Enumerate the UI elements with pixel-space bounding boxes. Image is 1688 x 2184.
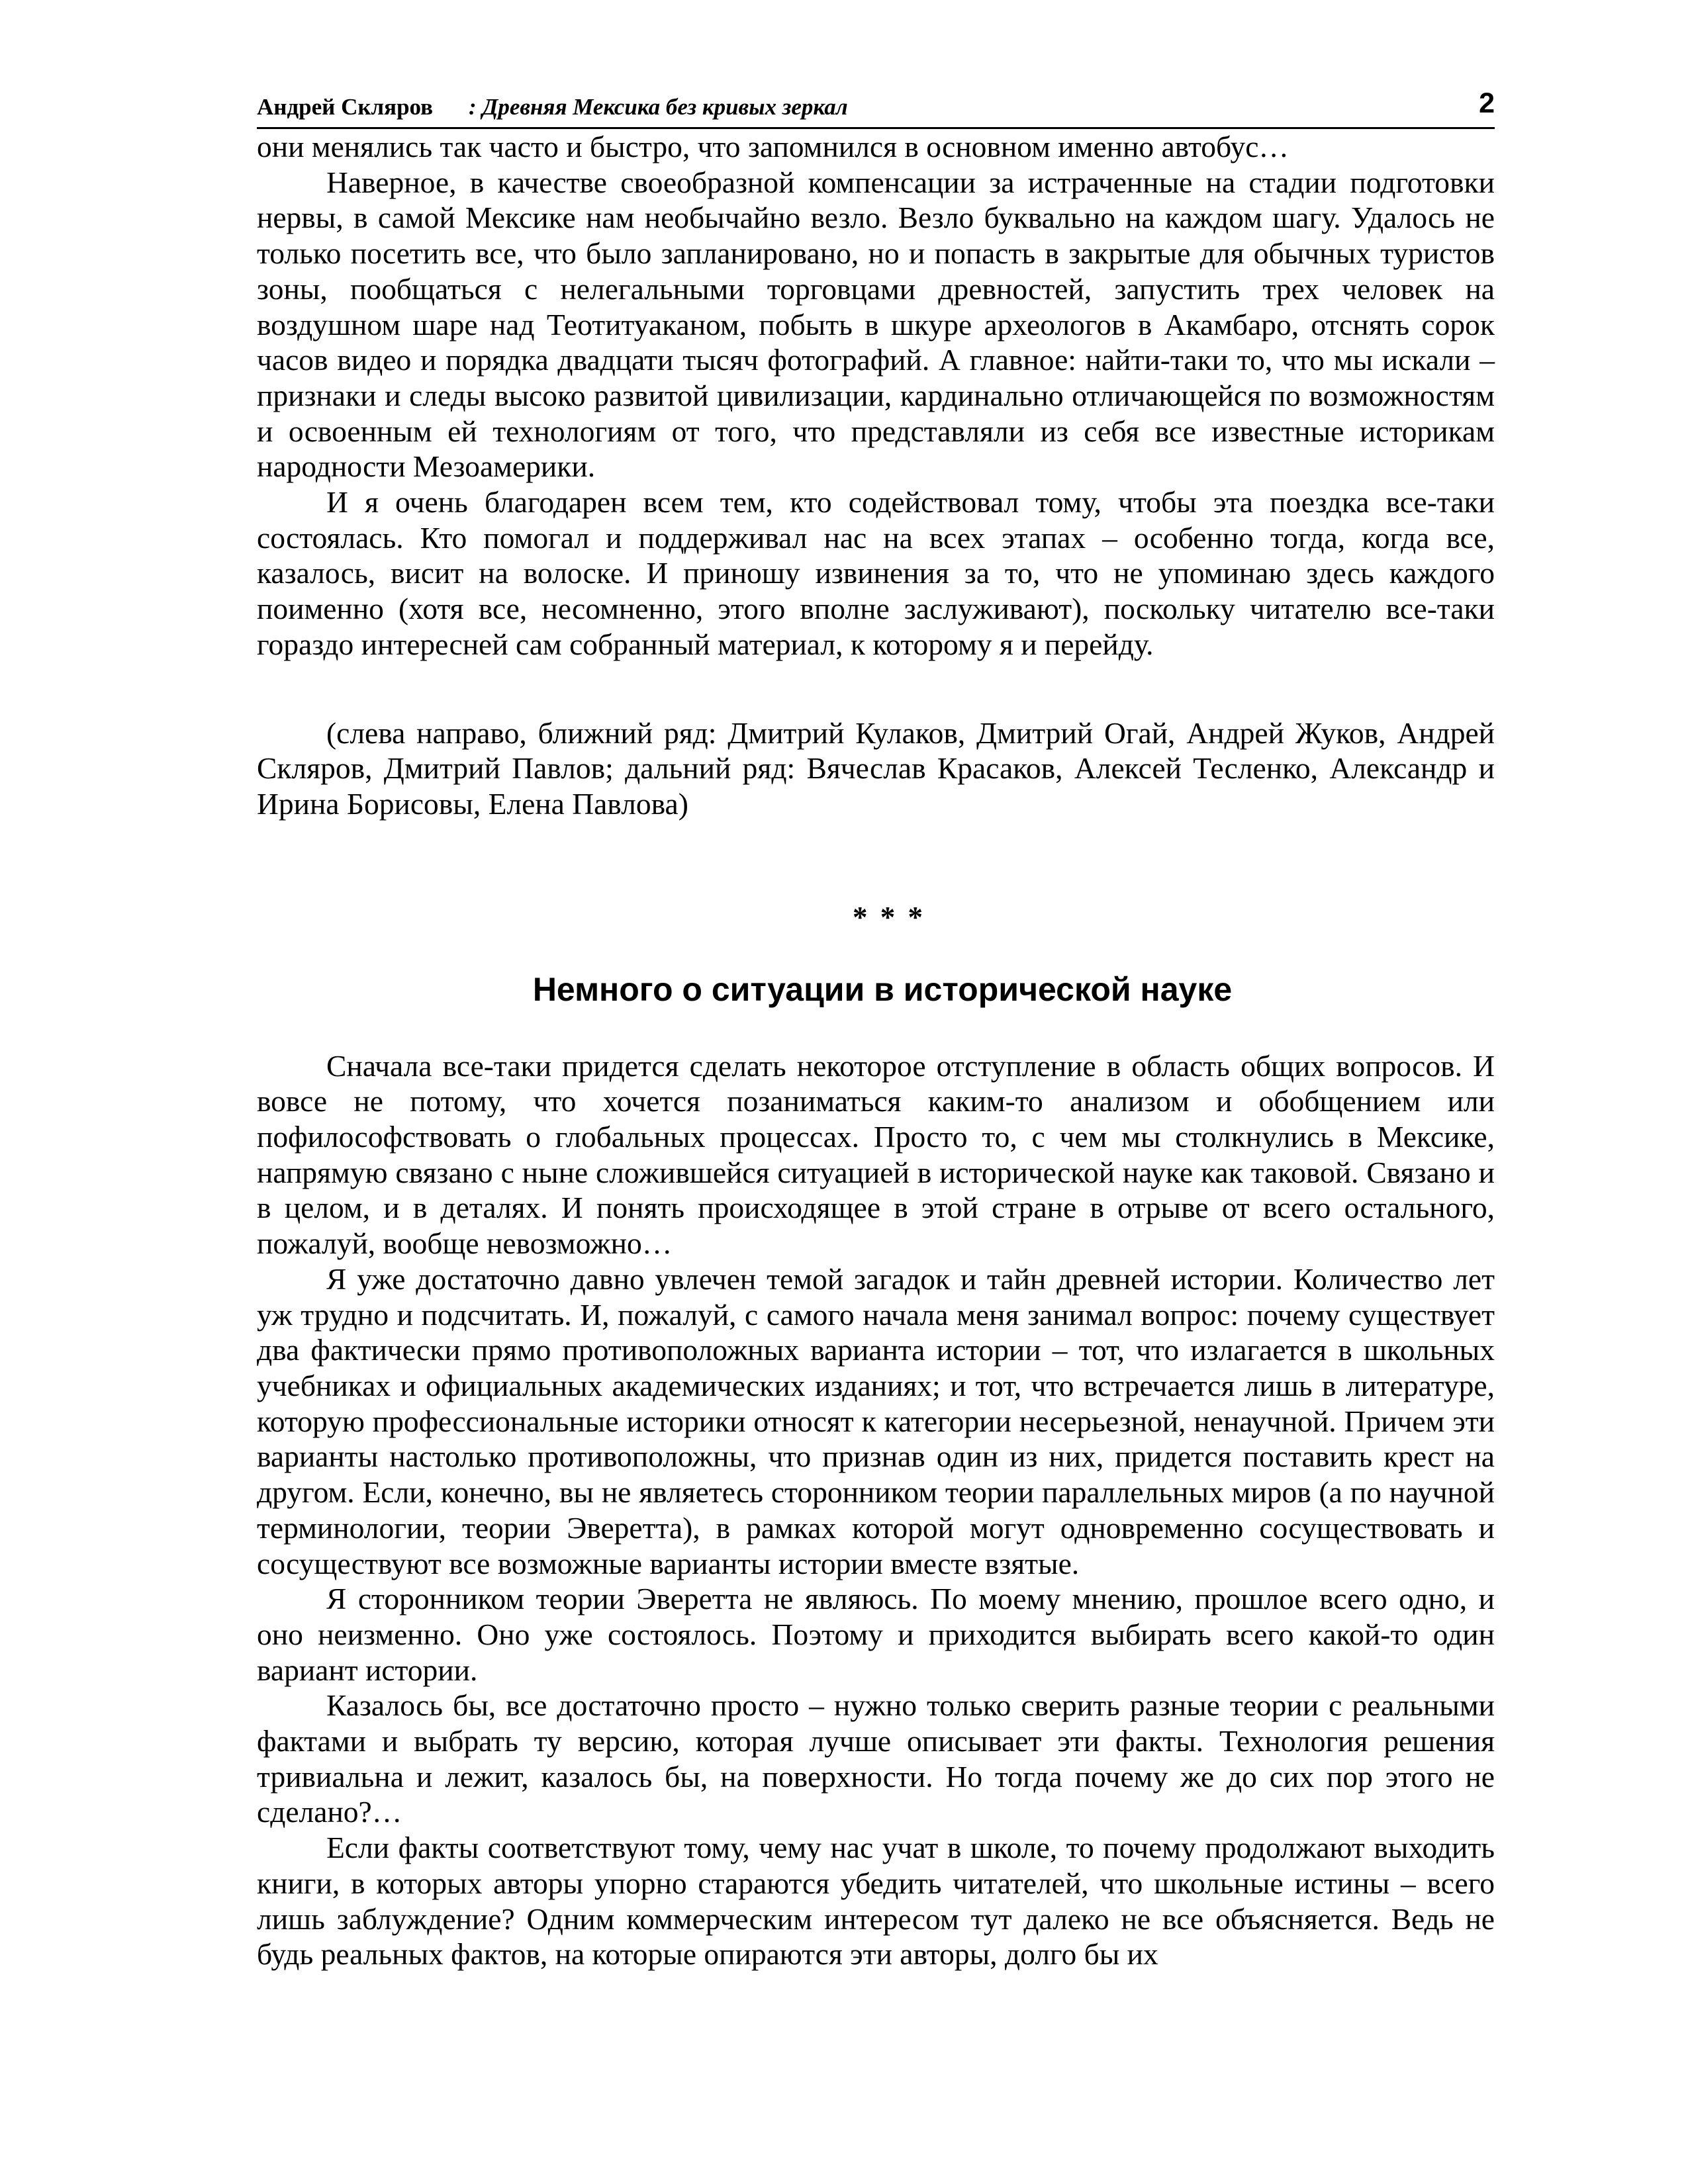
running-header xyxy=(257,86,1495,129)
paragraph: Я сторонником теории Эверетта не являюсь. По моему мнению, прошлое всего одно, и оно неизменно. Оно уже состоялось. Поэтому и приходится выбирать всего какой-то один вариант истории. xyxy=(257,1582,1495,1687)
paragraph: Если факты соответствуют тому, чему нас учат в школе, то почему продолжают выходить книги, в которых авторы упорно стараются убедить читателей, что школьные истины – всего лишь заблуждение? Одним коммерческим интересом тут далеко не все объясняется. Ведь не будь реальных фактов, на которые опираются эти авторы, долго бы их xyxy=(257,1831,1495,1972)
intro-text xyxy=(257,129,1495,822)
paragraph: они менялись так часто и быстро, что запомнился в основном именно автобус… xyxy=(257,130,1289,163)
page-number: 2 xyxy=(1479,87,1495,119)
photo-caption: (слева направо, ближний ряд: Дмитрий Кулаков, Дмитрий Огай, Андрей Жуков, Андрей Скляров, Дмитрий Павлов; дальний ряд: Вячеслав Красаков, Алексей Тесленко, Александр и Ирина Борисовы, Елена Павлова) xyxy=(257,715,1495,821)
paragraph: Сначала все-таки придется сделать некоторое отступление в область общих вопросов. И вовсе не потому, что хочется позаниматься каким-то анализом и обобщением или пофилософствовать о глобальных процессах. Просто то, с чем мы столкнулись в Мексике, напрямую связано с ныне сложившейся ситуацией в исторической науке как таковой. Связано и в целом, и в деталях. И понять происходящее в этой стране в отрыве от всего остального, пожалуй, вообще невозможно… xyxy=(257,1048,1495,1261)
document-page xyxy=(257,86,1495,1972)
header-author: Андрей Скляров xyxy=(257,94,434,120)
paragraph: Наверное, в качестве своеобразной компенсации за истраченные на стадии подготовки нервы, в самой Мексике нам необычайно везло. Везло буквально на каждом шагу. Удалось не только посетить все, что было запланировано, но и попасть в закрытые для обычных туристов зоны, пообщаться с нелегальными торговцами древностей, запустить трех человек на воздушном шаре над Теотитуаканом, побыть в шкуре археологов в Акамбаро, отснять сорок часов видео и порядка двадцати тысяч фотографий. А главное: найти-таки то, что мы искали – признаки и следы высоко развитой цивилизации, кардинально отличающейся по возможностям и освоенным ей технологиям от того, что представляли из себя все известные историкам народности Мезоамерики. xyxy=(257,165,1495,484)
paragraph: Казалось бы, все достаточно просто – нужно только сверить разные теории с реальными фактами и выбрать ту версию, которая лучше описывает эти факты. Технология решения тривиальна и лежит, казалось бы, на поверхности. Но тогда почему же до сих пор этого не сделано?… xyxy=(257,1688,1495,1829)
section-separator: * * * xyxy=(853,900,925,934)
paragraph: Я уже достаточно давно увлечен темой загадок и тайн древней истории. Количество лет уж трудно и подсчитать. И, пожалуй, с самого начала меня занимал вопрос: почему существует два фактически прямо противоположных варианта истории – тот, что излагается в школьных учебниках и официальных академических изданиях; и тот, что встречается лишь в литературе, которую профессиональные историки относят к категории несерьезной, ненаучной. Причем эти варианты настолько противоположны, что признав один из них, придется поставить крест на другом. Если, конечно, вы не являетесь сторонником теории параллельных миров (а по научной терминологии, теории Эверетта), в рамках которой могут одновременно сосуществовать и сосуществуют все возможные варианты истории вместе взятые. xyxy=(257,1261,1495,1580)
header-book-title: : Древняя Мексика без кривых зеркал xyxy=(469,94,848,120)
paragraph: И я очень благодарен всем тем, кто содействовал тому, чтобы эта поездка все-таки состоялась. Кто помогал и поддерживал нас на всех этапах – особенно тогда, когда все, казалось, висит на волоске. И приношу извинения за то, что не упоминаю здесь каждого поименно (хотя все, несомненно, этого вполне заслуживают), поскольку читателю все-таки гораздо интересней сам собранный материал, к которому я и перейду. xyxy=(257,485,1495,661)
section-text xyxy=(257,1048,1495,1972)
section-heading: Немного о ситуации в исторической науке xyxy=(532,970,1233,1008)
